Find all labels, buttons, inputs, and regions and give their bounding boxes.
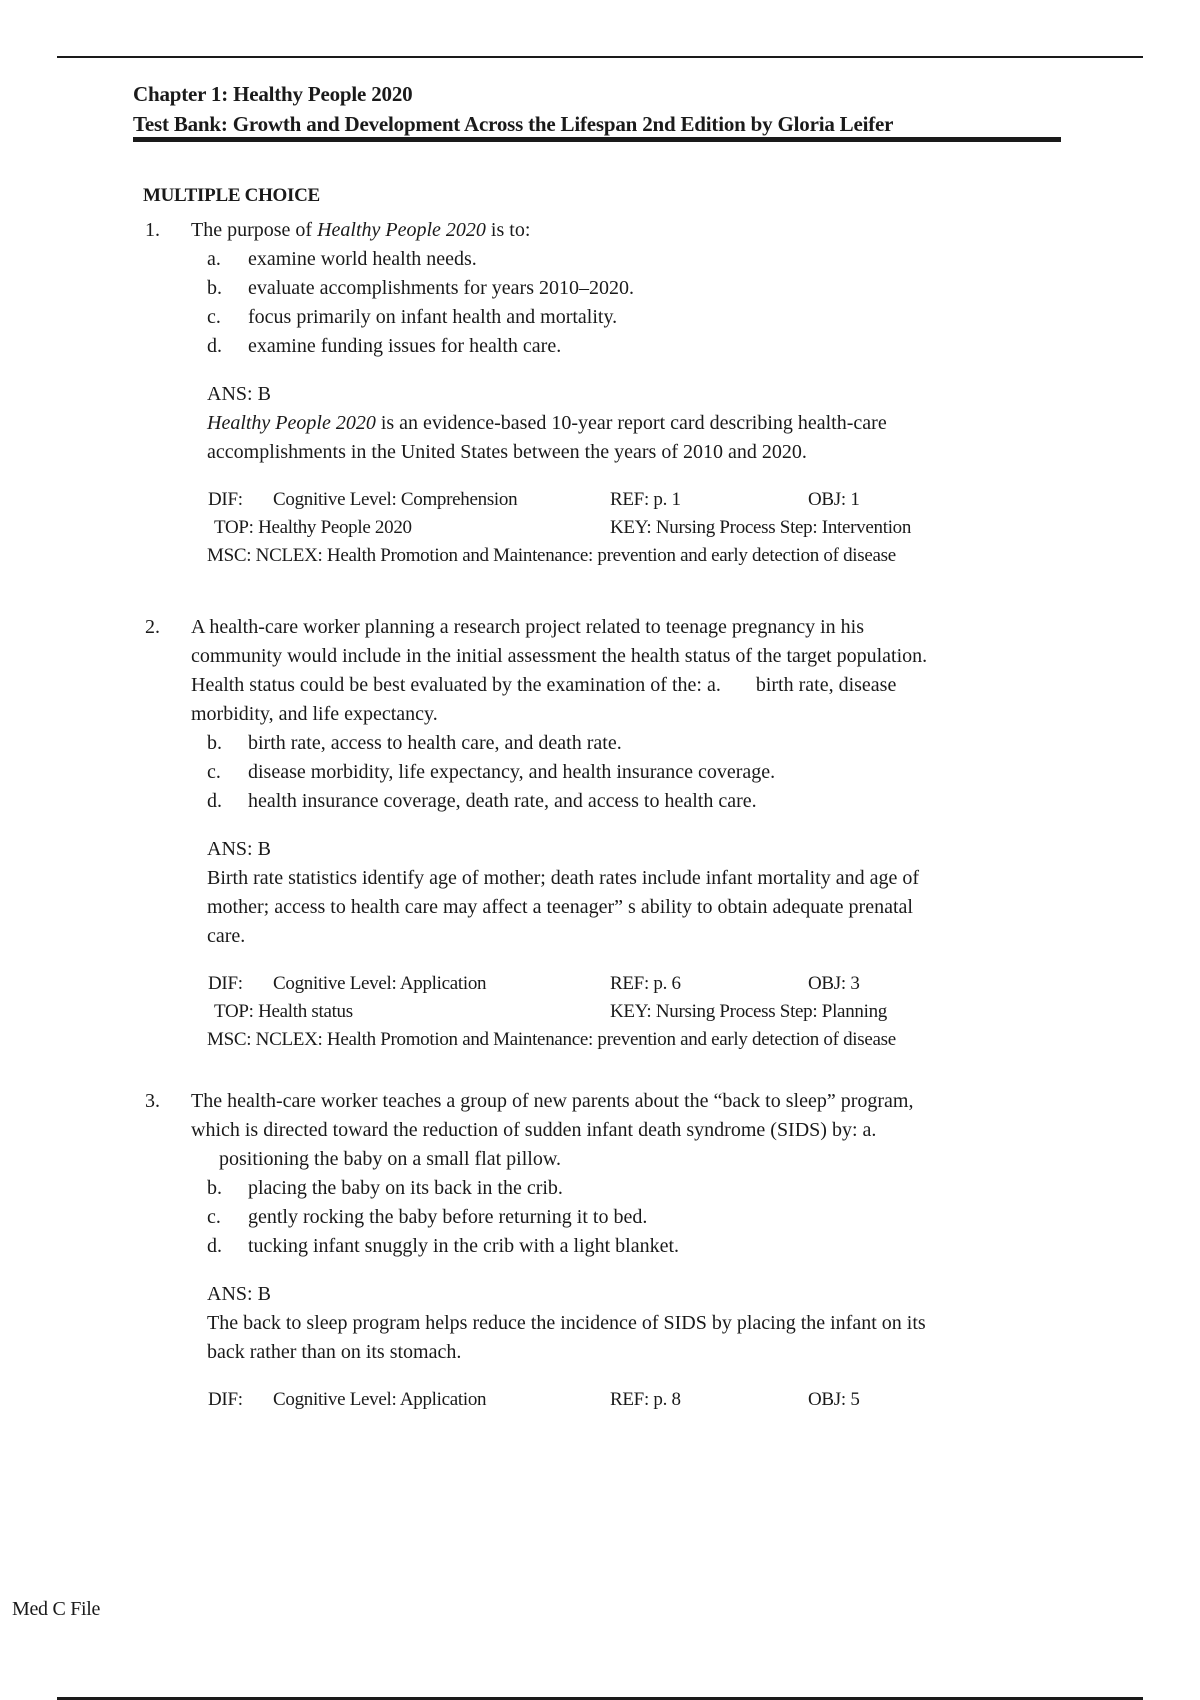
option-letter: b. [207, 1177, 222, 1199]
objective: OBJ: 1 [808, 489, 860, 510]
option-text: focus primarily on infant health and mortality. [248, 306, 618, 328]
msc: MSC: NCLEX: Health Promotion and Maintenance: prevention and early detection of disease [207, 545, 896, 566]
answer-key: ANS: B [207, 1283, 271, 1305]
top-rule [57, 56, 1143, 58]
book-title: Test Bank: Growth and Development Across the Lifespan 2nd Edition by Gloria Leifer [133, 112, 894, 136]
option-letter: c. [207, 306, 221, 328]
chapter-title: Chapter 1: Healthy People 2020 [133, 82, 413, 106]
stem-text: The purpose of [191, 219, 318, 241]
rationale-text: is an evidence-based 10-year report card describing health-care [375, 412, 887, 434]
rationale-line: Birth rate statistics identify age of mother; death rates include infant mortality and age of [207, 867, 919, 889]
reference: REF: p. 1 [610, 489, 681, 510]
difficulty: Cognitive Level: Application [273, 973, 487, 994]
question-stem-line: morbidity, and life expectancy. [191, 703, 438, 725]
question-stem [191, 216, 530, 244]
objective: OBJ: 5 [808, 1389, 860, 1410]
section-heading: MULTIPLE CHOICE [143, 185, 320, 206]
option-text: birth rate, access to health care, and death rate. [248, 732, 622, 754]
option-letter: b. [207, 732, 222, 754]
question-stem-line: which is directed toward the reduction of sudden infant death syndrome (SIDS) by: a. [191, 1119, 877, 1141]
footer-label: Med C File [12, 1598, 101, 1620]
dif-label: DIF: [208, 973, 243, 994]
msc: MSC: NCLEX: Health Promotion and Maintenance: prevention and early detection of disease [207, 1029, 896, 1050]
question-stem-line: positioning the baby on a small flat pillow. [219, 1148, 561, 1170]
dif-label: DIF: [208, 489, 243, 510]
objective: OBJ: 3 [808, 973, 860, 994]
option-text: tucking infant snuggly in the crib with a light blanket. [248, 1235, 680, 1257]
rationale-line: The back to sleep program helps reduce the incidence of SIDS by placing the infant on its [207, 1312, 926, 1334]
answer-key: ANS: B [207, 383, 271, 405]
title-underline [133, 137, 1061, 142]
stem-italic-text: Healthy People 2020 [317, 219, 486, 241]
option-text: health insurance coverage, death rate, and access to health care. [248, 790, 757, 812]
rationale-line [207, 409, 887, 437]
option-text: examine world health needs. [248, 248, 477, 270]
option-letter: c. [207, 1206, 221, 1228]
rationale-line: back rather than on its stomach. [207, 1341, 462, 1363]
option-letter: d. [207, 1235, 222, 1257]
question-number: 1. [145, 219, 160, 241]
dif-label: DIF: [208, 1389, 243, 1410]
stem-text: is to: [485, 219, 531, 241]
option-text: placing the baby on its back in the crib. [248, 1177, 563, 1199]
question-number: 2. [145, 616, 160, 638]
rationale-line: accomplishments in the United States between the years of 2010 and 2020. [207, 441, 807, 463]
option-letter: b. [207, 277, 222, 299]
rationale-line: mother; access to health care may affect a teenager” s ability to obtain adequate prenatal [207, 896, 913, 918]
topic: TOP: Healthy People 2020 [214, 517, 412, 538]
key: KEY: Nursing Process Step: Planning [610, 1001, 887, 1022]
rationale-line: care. [207, 925, 246, 947]
key: KEY: Nursing Process Step: Intervention [610, 517, 912, 538]
option-letter: a. [207, 248, 221, 270]
topic: TOP: Health status [214, 1001, 353, 1022]
option-letter: c. [207, 761, 221, 783]
reference: REF: p. 8 [610, 1389, 681, 1410]
question-stem-line: Health status could be best evaluated by the examination of the: a. birth rate, disease [191, 674, 897, 696]
difficulty: Cognitive Level: Comprehension [273, 489, 518, 510]
option-text: disease morbidity, life expectancy, and health insurance coverage. [248, 761, 776, 783]
question-stem-line: community would include in the initial assessment the health status of the target population. [191, 645, 928, 667]
question-number: 3. [145, 1090, 160, 1112]
reference: REF: p. 6 [610, 973, 681, 994]
question-stem-line: A health-care worker planning a research project related to teenage pregnancy in his [191, 616, 865, 638]
option-text: examine funding issues for health care. [248, 335, 562, 357]
option-letter: d. [207, 790, 222, 812]
difficulty: Cognitive Level: Application [273, 1389, 487, 1410]
option-text: gently rocking the baby before returning it to bed. [248, 1206, 648, 1228]
option-text: evaluate accomplishments for years 2010–2020. [248, 277, 634, 299]
answer-key: ANS: B [207, 838, 271, 860]
option-letter: d. [207, 335, 222, 357]
rationale-italic-text: Healthy People 2020 [207, 412, 376, 434]
question-stem-line: The health-care worker teaches a group of new parents about the “back to sleep” program, [191, 1090, 914, 1112]
